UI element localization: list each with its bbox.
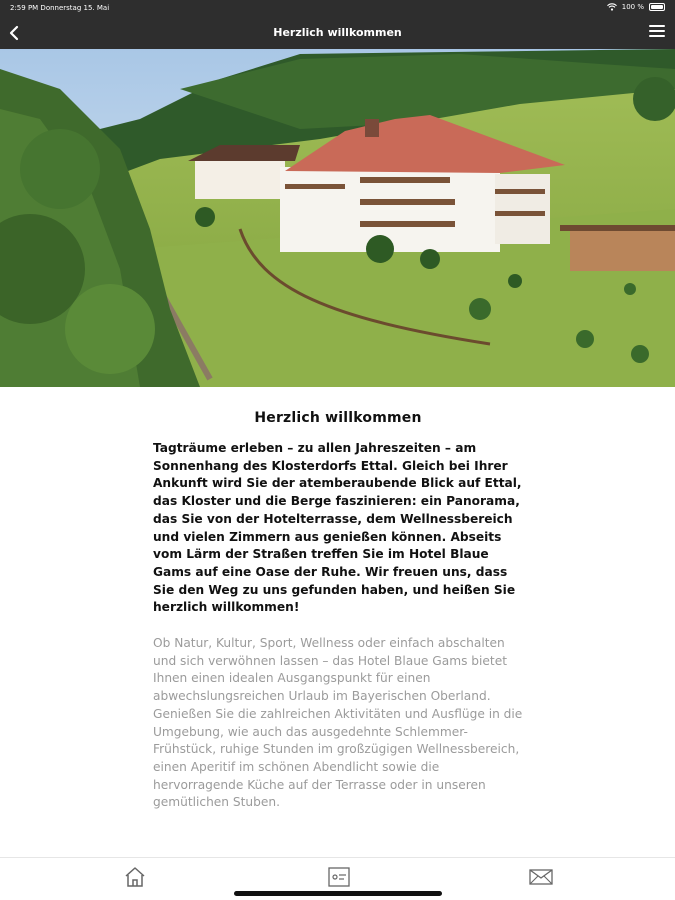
wifi-icon: [607, 3, 617, 11]
status-bar: [0, 0, 675, 17]
navigation-bar: [0, 17, 675, 49]
body-paragraph: Ob Natur, Kultur, Sport, Wellness oder einfach abschalten und sich verwöhnen lassen – das Hotel Blaue Gams bietet Ihnen einen idealen Ausgangspunkt für einen abwechslungsreichen Urlaub im Bayerischen Oberland. Genießen Sie die zahlreichen Aktivitäten und Ausflüge in die Umgebung, wie auch das ausgedehnte Schlemmer-Frühstück, ruhige Stunden im großzügigen Wellnessbereich, einen Aperitif im schönen Abendlicht sowie die hervorragende Küche auf der Terrasse oder in unseren gemütlichen Stuben.: [153, 636, 523, 810]
home-indicator[interactable]: [234, 891, 442, 896]
mail-icon[interactable]: [529, 866, 553, 888]
status-right: [607, 3, 665, 11]
hamburger-menu-icon[interactable]: [649, 25, 665, 41]
lead-paragraph: Tagträume erleben – zu allen Jahreszeiten – am Sonnenhang des Klosterdorfs Ettal. Gleich bei Ihrer Ankunft wird Sie der atemberaubende Blick auf Ettal, das Kloster und die Berge faszinieren: ein Panorama, das Sie von der Hotelterrasse, dem Wellnessbereich und vielen Zimmern aus genießen können. Abseits vom Lärm der Straßen treffen Sie im Hotel Blaue Gams auf eine Oase der Ruhe. Wir freuen uns, dass Sie den Weg zu uns gefunden haben, und heißen Sie herzlich willkommen!: [153, 441, 522, 615]
hero-image: [0, 49, 675, 387]
welcome-content: [153, 410, 523, 835]
nav-title: Herzlich willkommen: [273, 26, 402, 39]
info-card-icon[interactable]: [327, 866, 351, 888]
hotel-aerial-photo: [0, 49, 675, 387]
battery-icon: [649, 3, 665, 11]
status-time-date: 2:59 PM Donnerstag 15. Mai: [10, 4, 110, 12]
content-heading: Herzlich willkommen: [254, 410, 422, 426]
battery-percent: 100 %: [621, 3, 644, 11]
home-icon[interactable]: [123, 866, 147, 888]
